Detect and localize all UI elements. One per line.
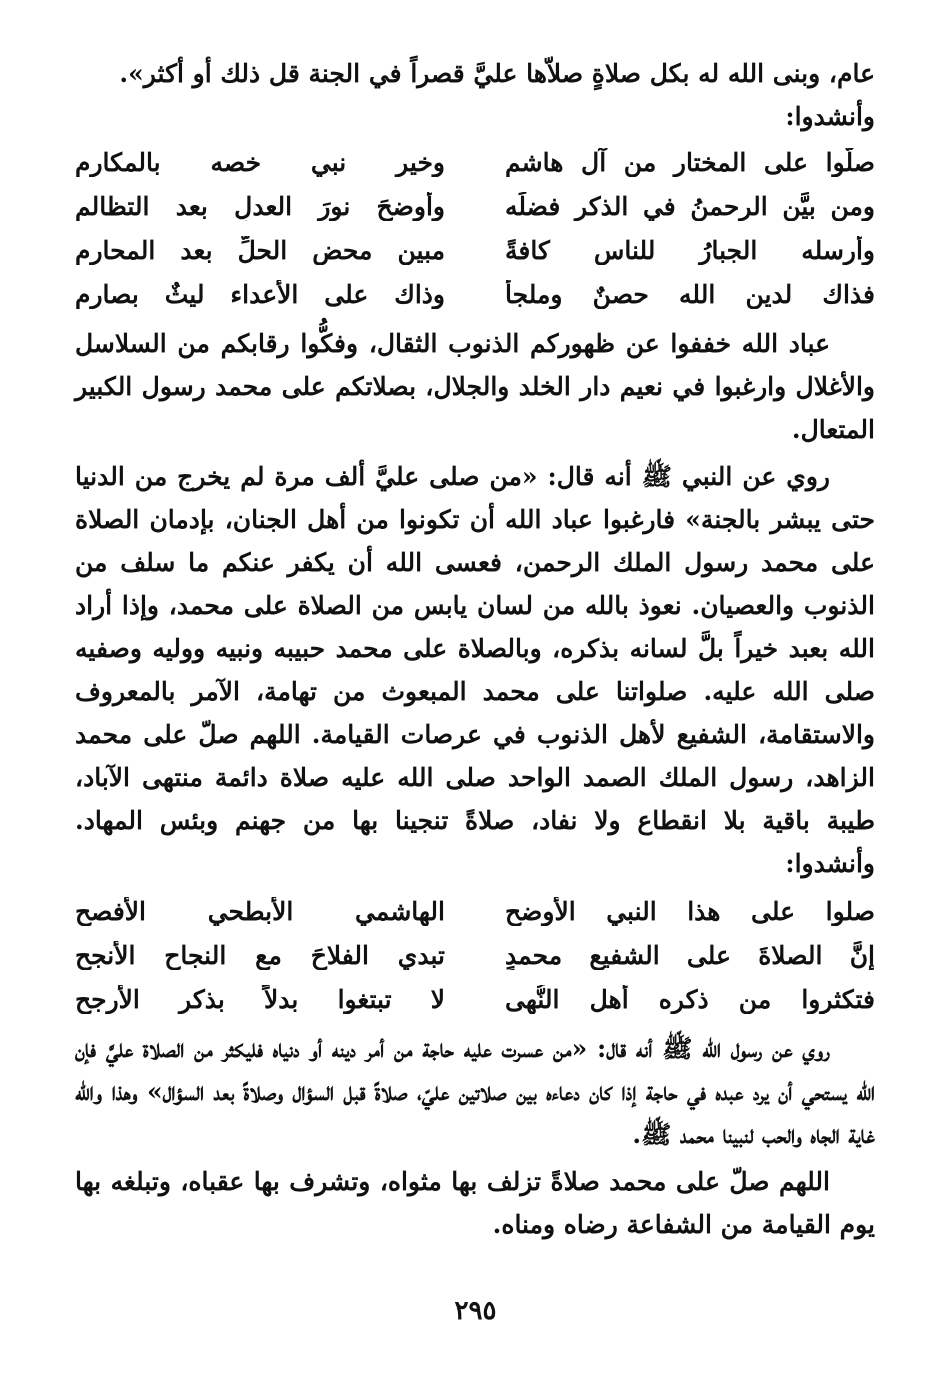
verse-second-half: الهاشمي الأبطحي الأفصح [75,896,445,926]
poem-second [75,889,875,1021]
verse-first-half: صلوا على هذا النبي الأوضح [505,896,875,926]
verse-second-half: تبدي الفلاحَ مع النجاح الأنجحِ [75,940,445,970]
poem-first [75,140,875,316]
verse-first-half: وأرسله الجبارُ للناس كافةً [505,235,875,265]
verse-second-half: لا تبتغوا بدلاً بذكرِ الأرجحِ [75,984,445,1014]
verse [75,140,875,184]
verse-first-half: فذاك لدينِ الله حصنٌ وملجأٌ [505,279,875,309]
verse [75,272,875,316]
verse [75,977,875,1021]
verse-first-half: فتكثروا من ذكره أهل النُّهى [505,984,875,1014]
verse-second-half: مبين محضِ الحلِّ بعد المحارمِ [75,235,445,265]
verse [75,889,875,933]
verse-first-half: ومن بيَّن الرحمنُ في الذكر فضلَه [505,191,875,221]
page-body [75,52,875,1250]
verse-second-half: وأوضحَ نورَ العدلِ بعد التظالمِ [75,191,445,221]
verse-second-half: وخير نبي خصه بالمكارم [75,147,445,177]
verse [75,933,875,977]
verse-first-half: صلُّوا على المختار من آل هاشم [505,147,875,177]
verse-first-half: إنَّ الصلاةَ على الشفيع محمدٍ [505,940,875,970]
page-number: ٢٩٥ [454,1296,497,1326]
body-paragraph: روي عن النبي ﷺ أنه قال: «من صلى عليَّ ألف مرة لم يخرج من الدنيا حتى يبشر بالجنة» فارغبوا عباد الله أن تكونوا من أهل الجنان، بإدمان الصلاة على محمد رسول الملك الرحمن، فعسى الله أن يكفر عنكم ما سلف من الذنوب والعصيان. نعوذ بالله من لسان يابس من الصلاة على محمد، وإذا أراد الله بعبد خيراً بلَّ لسانه بذكره، وبالصلاة على محمد حبيبه ونبيه ووليه وصفيه صلى الله عليه. صلواتنا على محمد المبعوث من تهامة، الآمر بالمعروف والاستقامة، الشفيع لأهل الذنوب في عرصات القيامة. اللهم صلّ على محمد الزاهد، رسول الملك الصمد الواحد صلى الله عليه صلاة دائمة منتهى الآباد، طيبة باقية بلا انقطاع ولا نفاد، صلاةً تنجينا بها من جهنم وبئس المهاد. وأنشدوا: [75,462,875,878]
body-paragraph: روي عن رسول الله ﷺ أنه قال: «من عسرت عليه حاجة من أمر دينه أو دنياه فليكثر من الصلاة عليَّ فإن الله يستحي أن يرد عبده في حاجة إذا كان دعاءه بين صلاتين عليّ، صلاةً قبل السؤال وصلاةً بعد السؤال» وهذا والله غاية الجاه والحب لنبينا محمد ﷺ. [75,1034,875,1149]
verse [75,184,875,228]
body-paragraph: عباد الله خففوا عن ظهوركم الذنوب الثقال، وفكُّوا رقابكم من السلاسل والأغلال وارغبوا في نعيم دار الخلد والجلال، بصلاتكم على محمد رسول الكبير المتعال. [75,329,875,444]
poem-intro: وأنشدوا: [785,102,875,131]
closing-paragraph: اللهم صلّ على محمد صلاةً تزلف بها مثواه، وتشرف بها عقباه، وتبلغه بها يوم القيامة من الشفاعة رضاه ومناه. [75,1167,875,1239]
verse-second-half: وذاك على الأعداء ليثٌ بصارمِ [75,279,445,309]
opening-paragraph: عام، وبنى الله له بكل صلاةٍ صلاّها عليَّ قصراً في الجنة قل ذلك أو أكثر». [119,59,875,88]
verse [75,228,875,272]
